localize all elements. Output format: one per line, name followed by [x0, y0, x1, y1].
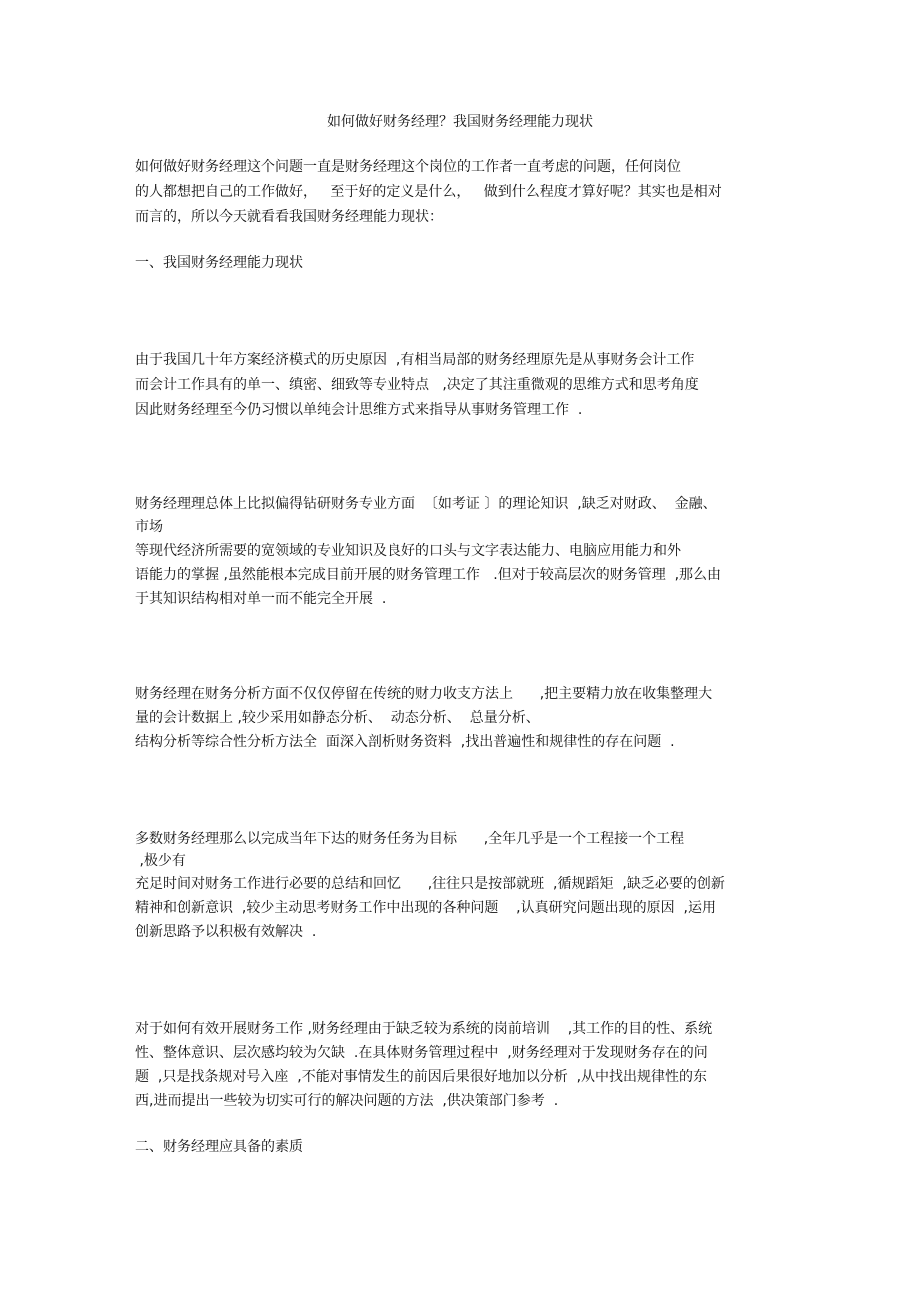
- paragraph3-line-1: 财务经理在财务分析方面不仅仅停留在传统的财力收支方法上 ,把主要精力放在收集整理大: [135, 686, 713, 702]
- intro-line-3: 而言的，所以今天就看看我国财务经理能力现状：: [135, 209, 443, 225]
- paragraph2-line-3: 等现代经济所需要的宽领域的专业知识及良好的口头与文字表达能力、电脑应用能力和外: [135, 543, 681, 559]
- section1-heading: 一、我国财务经理能力现状: [135, 255, 303, 271]
- paragraph4-line-5: 创新思路予以积极有效解决 .: [135, 924, 317, 940]
- paragraph5-line-2: 性、整体意识、层次感均较为欠缺 .在具体财务管理过程中 ,财务经理对于发现财务存在的问: [135, 1045, 708, 1061]
- paragraph4-line-4: 精神和创新意识 ,较少主动思考财务工作中出现的各种问题 ,认真研究问题出现的原因 ,运用: [135, 900, 716, 916]
- document-title: 如何做好财务经理？我国财务经理能力现状: [327, 114, 593, 130]
- paragraph4-line-1: 多数财务经理那么以完成当年下达的财务任务为目标 ,全年几乎是一个工程接一个工程: [135, 831, 685, 847]
- paragraph4-line-3: 充足时间对财务工作进行必要的总结和回忆 ,往往只是按部就班 ,循规蹈矩 ,缺乏必要的创新: [135, 876, 725, 892]
- paragraph5-line-1: 对于如何有效开展财务工作 ,财务经理由于缺乏较为系统的岗前培训 ,其工作的目的性、系统: [135, 1021, 713, 1037]
- paragraph5-line-4: 西,进而提出一些较为切实可行的解决问题的方法 ,供决策部门参考 .: [135, 1093, 559, 1109]
- paragraph1-line-3: 因此财务经理至今仍习惯以单纯会计思维方式来指导从事财务管理工作 .: [135, 402, 583, 418]
- paragraph3-line-3: 结构分析等综合性分析方法全 面深入剖析财务资料 ,找出普遍性和规律性的存在问题 .: [135, 734, 675, 750]
- paragraph4-line-2: ,极少有: [135, 853, 186, 869]
- paragraph3-line-2: 量的会计数据上 ,较少采用如静态分析、 动态分析、 总量分析、: [135, 710, 540, 726]
- paragraph5-line-3: 题 ,只是找条规对号入座 ,不能对事情发生的前因后果很好地加以分析 ,从中找出规律性的东: [135, 1069, 708, 1085]
- paragraph1-line-2: 而会计工作具有的单一、缜密、细致等专业特点 ,决定了其注重微观的思维方式和思考角度: [135, 377, 699, 393]
- paragraph2-line-5: 于其知识结构相对单一而不能完全开展 .: [135, 591, 387, 607]
- paragraph1-line-1: 由于我国几十年方案经济模式的历史原因 ,有相当局部的财务经理原先是从事财务会计工作: [135, 352, 695, 368]
- intro-line-2: 的人都想把自己的工作做好， 至于好的定义是什么， 做到什么程度才算好呢？其实也是相对: [135, 184, 722, 200]
- paragraph2-line-1: 财务经理理总体上比拟偏得钻研财务专业方面 〔如考证 〕的理论知识 ,缺乏对财政、 金融、: [135, 496, 717, 512]
- paragraph2-line-2: 市场: [135, 519, 163, 535]
- section2-heading: 二、财务经理应具备的素质: [135, 1139, 303, 1155]
- paragraph2-line-4: 语能力的掌握 ,虽然能根本完成目前开展的财务管理工作 .但对于较高层次的财务管理 ,那么由: [135, 567, 722, 583]
- intro-line-1: 如何做好财务经理这个问题一直是财务经理这个岗位的工作者一直考虑的问题，任何岗位: [135, 159, 681, 175]
